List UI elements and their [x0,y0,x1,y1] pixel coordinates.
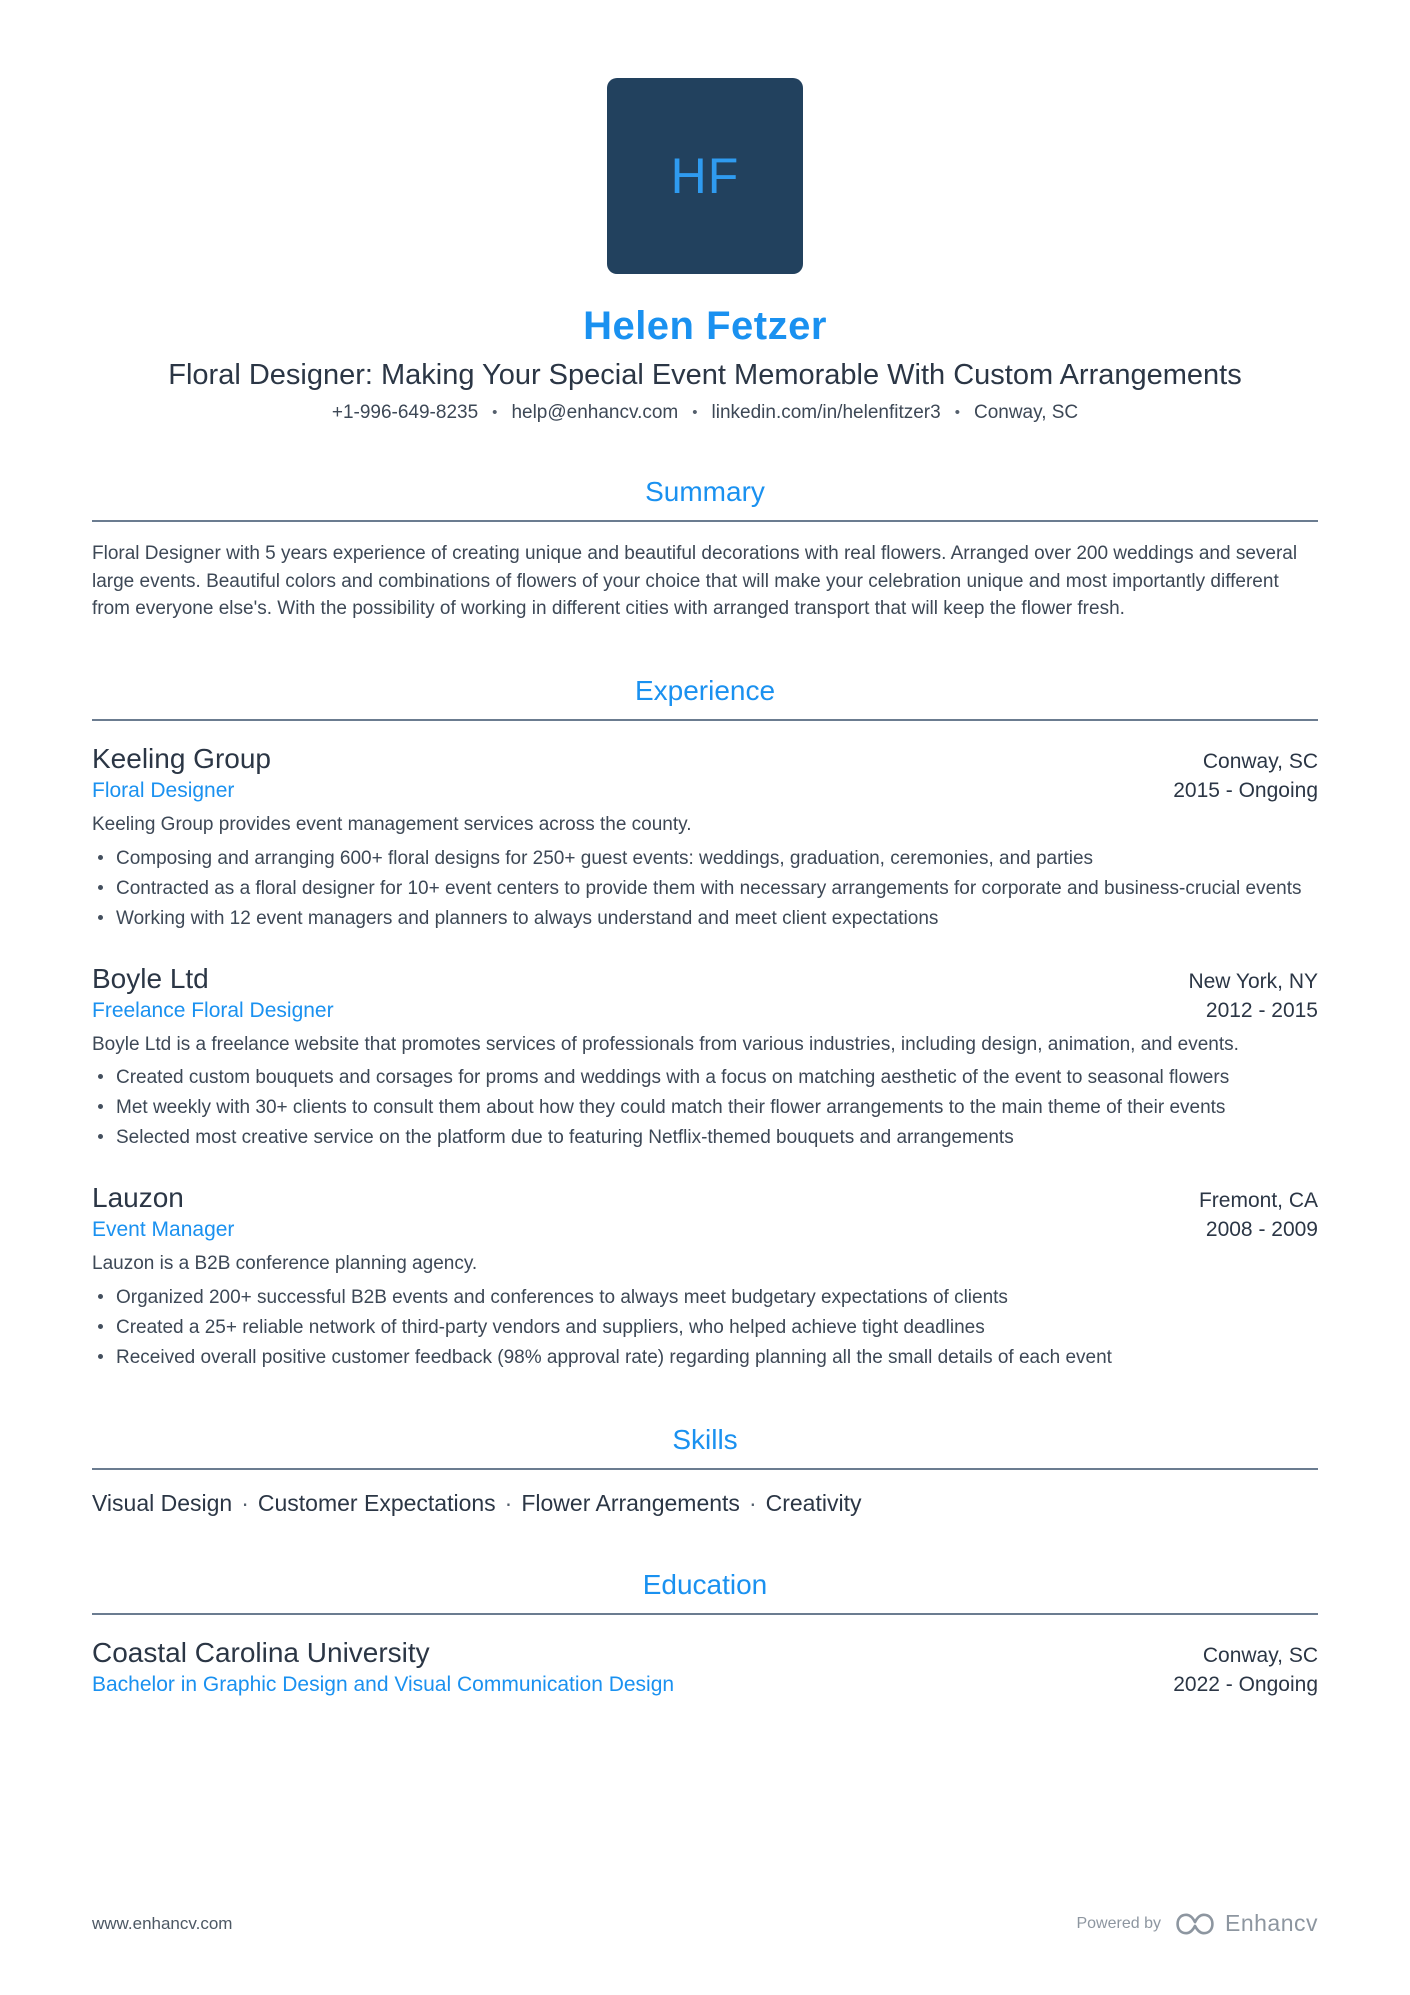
bullet-item: Selected most creative service on the platform due to featuring Netflix-themed bouquets and arrangements [92,1125,1318,1152]
entry-role-row [92,995,1318,1023]
entry-role-row [92,775,1318,803]
bullet-item: Received overall positive customer feedback (98% approval rate) regarding planning all the small details of each event [92,1345,1318,1372]
contact-bar [92,402,1318,424]
school-location: Conway, SC [1202,1644,1318,1668]
skill-item: · Flower Arrangements [496,1490,740,1516]
section-divider [92,520,1318,522]
education-entry [92,1637,1318,1697]
company-location: New York, NY [1188,969,1318,993]
contact-phone: +1-996-649-8235 [331,402,479,423]
section-skills [92,1424,1318,1517]
job-dates: 2012 - 2015 [1205,998,1318,1022]
bullet-item: Created custom bouquets and corsages for proms and weddings with a focus on matching aesthetic of the event to seasonal flowers [92,1065,1318,1092]
bullet-item: Contracted as a floral designer for 10+ event centers to provide them with necessary arrangements for corporate and business-crucial events [92,876,1318,903]
entry-header-row [92,1182,1318,1214]
skill-item: · Creativity [740,1490,862,1516]
experience-entry [92,963,1318,1153]
entry-header-row [92,743,1318,775]
job-role: Freelance Floral Designer [92,998,334,1022]
job-dates: 2015 - Ongoing [1173,778,1318,802]
powered-by-label: Powered by [1076,1914,1161,1932]
experience-heading: Experience [634,674,776,706]
experience-entry [92,743,1318,933]
education-heading: Education [642,1569,768,1601]
contact-location: • Conway, SC [941,402,1078,424]
section-experience [92,675,1318,1373]
section-divider [92,719,1318,721]
summary-text: Floral Designer with 5 years experience of creating unique and beautiful decorations with real flowers. Arranged over 200 weddings and several large events. Beautiful colors and combinations of flowers of your choice that will make your celebration unique and most importantly different from everyone else's. With the possibility of working in different cities with arranged transport that will keep the flower fresh. [92,543,1298,620]
enhancv-logo-icon [1175,1912,1215,1936]
powered-by-block[interactable] [1076,1910,1318,1937]
footer-website-link[interactable]: www.enhancv.com [92,1913,233,1933]
company-name: Keeling Group [92,742,272,774]
company-description: Boyle Ltd is a freelance website that promotes services of professionals from various industries, including design, animation, and events. [92,1033,1239,1055]
entry-role-row [92,1669,1318,1697]
candidate-name: Helen Fetzer [583,304,827,348]
bullet-item: Met weekly with 30+ clients to consult them about how they could match their flower arrangements to the main theme of their events [92,1095,1318,1122]
section-summary [92,476,1318,623]
bullet-item: Working with 12 event managers and planners to always understand and meet client expectations [92,906,1318,933]
company-location: Conway, SC [1202,749,1318,773]
company-name: Boyle Ltd [92,962,209,994]
avatar [607,78,803,274]
education-dates: 2022 - Ongoing [1173,1673,1318,1697]
contact-linkedin[interactable]: • linkedin.com/in/helenfitzer3 [678,402,940,424]
experience-entry [92,1182,1318,1372]
skill-item: · Customer Expectations [232,1490,495,1516]
entry-role-row [92,1214,1318,1242]
achievement-list [92,1065,1318,1152]
candidate-tagline: Floral Designer: Making Your Special Event Memorable With Custom Arrangements [168,359,1242,391]
company-description: Keeling Group provides event management services across the county. [92,813,692,835]
summary-heading: Summary [645,476,765,507]
bullet-item: Created a 25+ reliable network of third-party vendors and suppliers, who helped achieve tight deadlines [92,1315,1318,1342]
avatar-initials: HF [670,148,740,204]
section-divider [92,1613,1318,1615]
entry-header-row [92,1637,1318,1669]
section-education [92,1569,1318,1697]
school-name: Coastal Carolina University [92,1637,430,1669]
bullet-item: Composing and arranging 600+ floral designs for 250+ guest events: weddings, graduation, ceremonies, and parties [92,846,1318,873]
enhancv-brand-name: Enhancv [1224,1910,1318,1936]
company-name: Lauzon [92,1182,184,1214]
bullet-item: Organized 200+ successful B2B events and conferences to always meet budgetary expectations of clients [92,1285,1318,1312]
skills-heading: Skills [672,1424,738,1456]
job-role: Event Manager [92,1218,235,1242]
job-dates: 2008 - 2009 [1205,1218,1318,1242]
contact-email[interactable]: • help@enhancv.com [478,402,678,424]
section-divider [92,1468,1318,1470]
company-location: Fremont, CA [1198,1189,1318,1213]
entry-header-row [92,963,1318,995]
achievement-list [92,846,1318,933]
job-role: Floral Designer [92,778,235,802]
company-description: Lauzon is a B2B conference planning agency. [92,1253,478,1275]
skills-list [92,1490,1318,1517]
page-footer [92,1910,1318,1937]
achievement-list [92,1285,1318,1372]
degree-name: Bachelor in Graphic Design and Visual Communication Design [92,1673,675,1697]
skill-item: Visual Design [92,1490,233,1517]
